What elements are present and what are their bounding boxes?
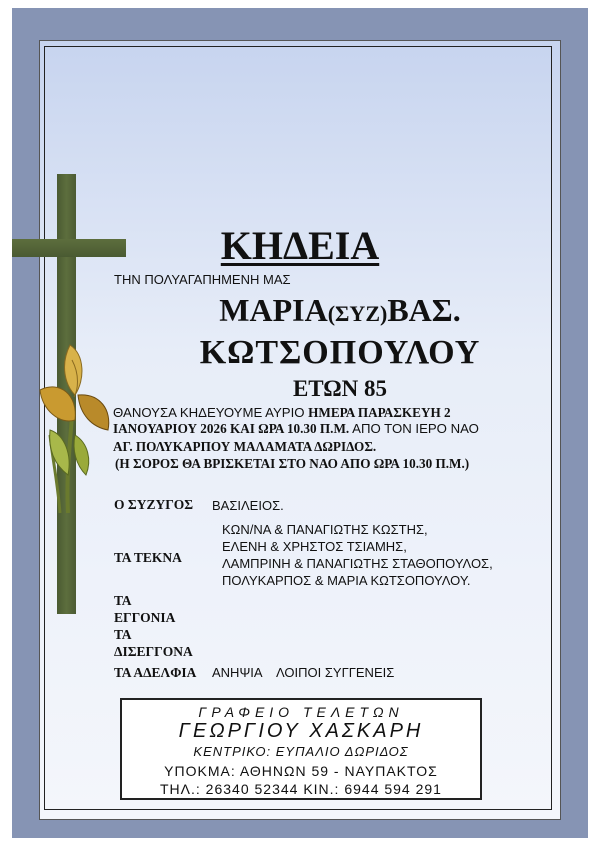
text-line-2 <box>113 421 479 437</box>
text-line-4: (Η ΣΟΡΟΣ ΘΑ ΒΡΙΣΚΕΤΑΙ ΣΤΟ ΝΑΟ ΑΠΟ ΩΡΑ 10.30 Π.Μ.) <box>115 456 470 471</box>
relatives-label: ΛΟΙΠΟΙ ΣΥΓΓΕΝΕΙΣ <box>276 665 395 680</box>
text-line-2a: ΙΑΝΟΥΑΡΙΟΥ 2026 ΚΑΙ ΩΡΑ 10.30 Π.Μ. <box>113 421 350 436</box>
great-grandchildren-label: ΔΙΣΕΓΓΟΝΑ <box>114 644 193 659</box>
text-line-3: ΑΓ. ΠΟΛΥΚΑΡΠΟΥ ΜΑΛΑΜΑΤΑ ΔΩΡΙΔΟΣ. <box>113 439 377 454</box>
age: ΕΤΩΝ 85 <box>292 376 388 401</box>
deceased-surname: ΚΩΤΣΟΠΟΥΛΟΥ <box>199 334 481 371</box>
child-line: ΚΩΝ/ΝΑ & ΠΑΝΑΓΙΩΤΗΣ ΚΩΣΤΗΣ, <box>222 522 428 537</box>
spouse-value: ΒΑΣΙΛΕΙΟΣ. <box>212 498 284 513</box>
spouse-label: Ο ΣΥΖΥΓΟΣ <box>114 497 194 512</box>
children-label: ΤΑ ΤΕΚΝΑ <box>114 550 182 565</box>
text-line-1b: ΗΜΕΡΑ ΠΑΡΑΣΚΕΥΗ 2 <box>308 405 451 420</box>
child-line: ΕΛΕΝΗ & ΧΡΗΣΤΟΣ ΤΣΙΑΜΗΣ, <box>222 539 407 554</box>
text-line-1a: ΘΑΝΟΥΣΑ ΚΗΔΕΥΟΥΜΕ ΑΥΡΙΟ <box>113 405 309 420</box>
siblings-label: ΤΑ ΑΔΕΛΦΙΑ <box>114 665 197 680</box>
page-title: ΚΗΔΕΙΑ <box>220 223 380 268</box>
funeral-home-box <box>120 698 482 800</box>
husband-name: ΒΑΣ. <box>387 292 461 328</box>
grandchildren-label: ΕΓΓΟΝΙΑ <box>114 610 176 625</box>
funeral-home-main-office: ΚΕΝΤΡΙΚΟ: ΕΥΠΑΛΙΟ ΔΩΡΙΔΟΣ <box>193 744 409 759</box>
name-marker: (ΣΥΖ) <box>327 301 388 326</box>
grandchildren-article: ΤΑ <box>114 593 132 608</box>
child-line: ΛΑΜΠΡΙΝΗ & ΠΑΝΑΓΙΩΤΗΣ ΣΤΑΘΟΠΟΥΛΟΣ, <box>222 556 493 571</box>
funeral-home-name: ΓΕΩΡΓΙΟΥ ΧΑΣΚΑΡΗ <box>178 720 424 742</box>
funeral-home-branch: ΥΠΟΚΜΑ: ΑΘΗΝΩΝ 59 - ΝΑΥΠΑΚΤΟΣ <box>164 763 438 779</box>
text-line-2b: ΑΠΟ ΤΟΝ ΙΕΡΟ ΝΑΟ <box>349 421 479 436</box>
great-grandchildren-article: ΤΑ <box>114 627 132 642</box>
first-name: ΜΑΡΙΑ <box>219 292 328 328</box>
text-line-1 <box>113 405 451 421</box>
subtitle: ΤΗΝ ΠΟΛΥΑΓΑΠΗΜΕΝΗ ΜΑΣ <box>114 272 291 287</box>
deceased-name <box>0 292 600 329</box>
funeral-home-heading: ΓΡΑΦΕΙΟ ΤΕΛΕΤΩΝ <box>198 704 404 720</box>
child-line: ΠΟΛΥΚΑΡΠΟΣ & ΜΑΡΙΑ ΚΩΤΣΟΠΟΥΛΟΥ. <box>222 573 471 588</box>
funeral-home-phones: ΤΗΛ.: 26340 52344 ΚΙΝ.: 6944 594 291 <box>160 781 442 797</box>
niece-label: ΑΝΗΨΙΑ <box>212 665 263 680</box>
